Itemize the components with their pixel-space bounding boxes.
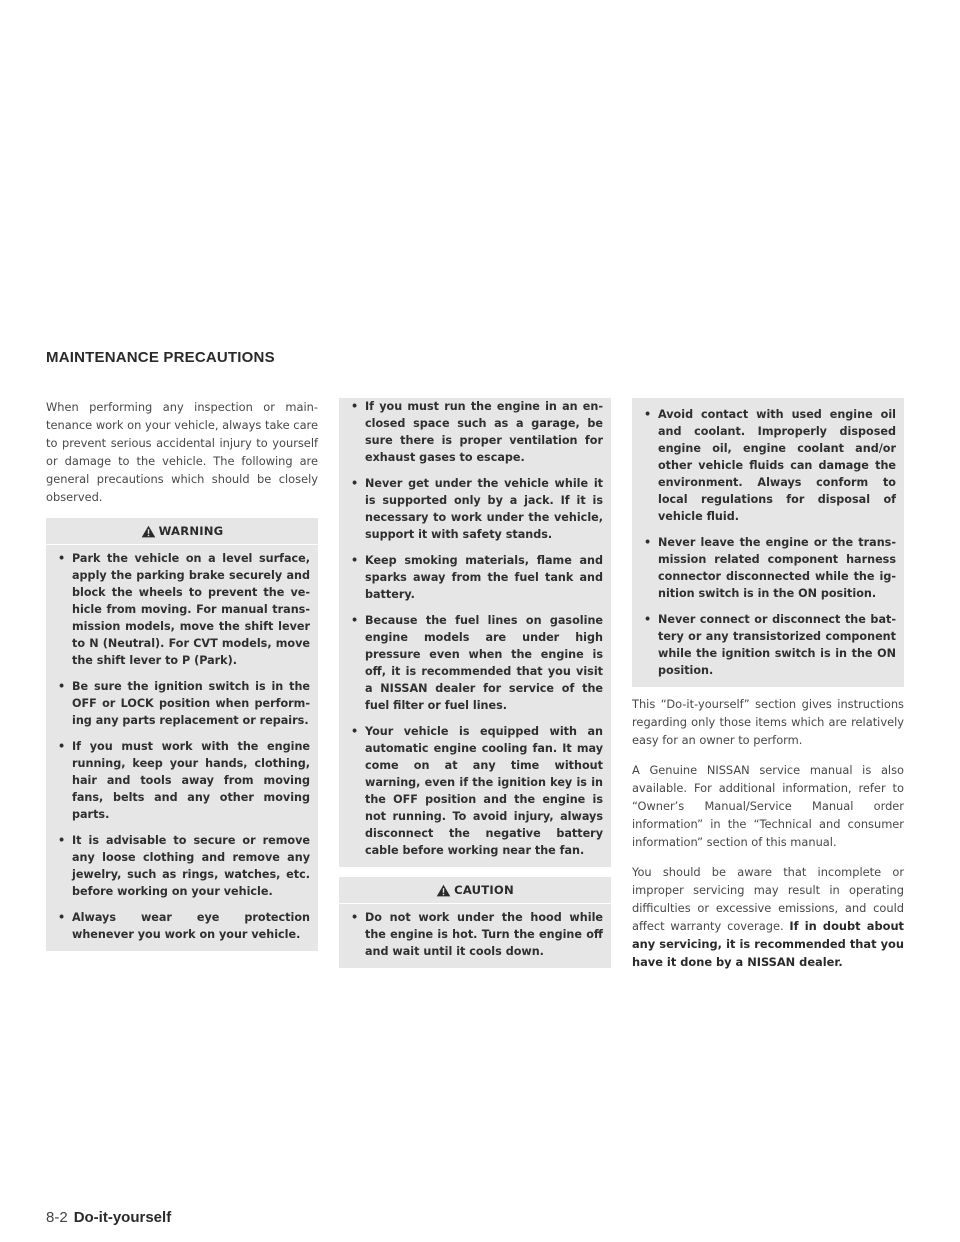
warning-item: • If you must work with the engine running, keep your hands, clothing, hair and tools away from moving fans, belts and any other moving parts. [54,738,310,823]
servicing-awareness-text: You should be aware that incomplete or improper servicing may result in operating difficulties or excessive emissions, and could affect warranty coverage. [632,865,904,933]
caution-item: • Do not work under the hood while the engine is hot. Turn the engine off and wait until it cools down. [347,909,603,960]
caution-item: • Never connect or disconnect the battery or any transistorized component while the ignition switch is in the ON position. [640,611,896,679]
caution-triangle-icon [436,884,451,897]
section-title: MAINTENANCE PRECAUTIONS [46,349,275,366]
warning-triangle-icon [141,525,156,538]
caution-label: CAUTION [454,883,514,897]
footer-section-title: Do-it-yourself [73,1209,172,1226]
warning-box-continued [339,398,611,867]
servicing-awareness-paragraph [632,863,904,971]
service-manual-paragraph: A Genuine NISSAN service manual is also available. For additional information, refer to “Owner’s Manual/Service Manual order information” in the “Technical and consumer information” section of this manual. [632,763,904,849]
warning-header [46,518,318,545]
column-1 [46,398,318,959]
warning-box [46,518,318,951]
caution-box-continued [632,398,904,687]
warning-item: • It is advisable to secure or remove any loose clothing and remove any jewelry, such as rings, watches, etc. before working on your vehicle. [54,832,310,900]
intro-paragraph: When performing any inspection or maintenance work on your vehicle, always take care to prevent serious accidental injury to yourself or damage to the vehicle. The following are general precautions which should be closely observed. [46,400,318,504]
warning-item: • Park the vehicle on a level surface, apply the parking brake securely and block the wheels to prevent the vehicle from moving. For manual transmission models, move the shift lever to N (Neutral). For CVT models, move the shift lever to P (Park). [54,550,310,669]
page-number: 8-2 [46,1209,68,1226]
dealer-recommendation-text: If in doubt about any servicing, it is recommended that you have it done by a NISSAN dealer. [632,919,905,969]
warning-item: • Always wear eye protection whenever you work on your vehicle. [54,909,310,943]
caution-header [339,877,611,904]
warning-item: • If you must run the engine in an enclosed space such as a garage, be sure there is proper ventilation for exhaust gases to escape. [347,398,603,466]
column-3 [632,398,904,983]
warning-label: WARNING [158,524,224,538]
caution-box [339,877,611,968]
warning-item: • Never get under the vehicle while it is supported only by a jack. If it is necessary to work under the vehicle, support it with safety stands. [347,475,603,543]
warning-item: • Because the fuel lines on gasoline engine models are under high pressure even when the engine is off, it is recommended that you visit a NISSAN dealer for service of the fuel filter or fuel lines. [347,612,603,714]
page-footer [46,1209,171,1226]
caution-item: • Avoid contact with used engine oil and coolant. Improperly disposed engine oil, engine coolant and/or other vehicle fluids can damage the environment. Always conform to local regulations for disposal of vehicle fluid. [640,406,896,525]
warning-item: • Keep smoking materials, flame and sparks away from the fuel tank and battery. [347,552,603,603]
warning-item: • Your vehicle is equipped with an automatic engine cooling fan. It may come on at any time without warning, even if the ignition key is in the OFF position and the engine is not running. To avoid injury, always disconnect the negative battery cable before working near the fan. [347,723,603,859]
diy-section-paragraph: This “Do-it-yourself” section gives instructions regarding only those items which are relatively easy for an owner to perform. [632,697,904,747]
warning-item: • Be sure the ignition switch is in the OFF or LOCK position when performing any parts replacement or repairs. [54,678,310,729]
caution-item: • Never leave the engine or the transmission related component harness connector disconnected while the ignition switch is in the ON position. [640,534,896,602]
column-2 [339,398,611,976]
